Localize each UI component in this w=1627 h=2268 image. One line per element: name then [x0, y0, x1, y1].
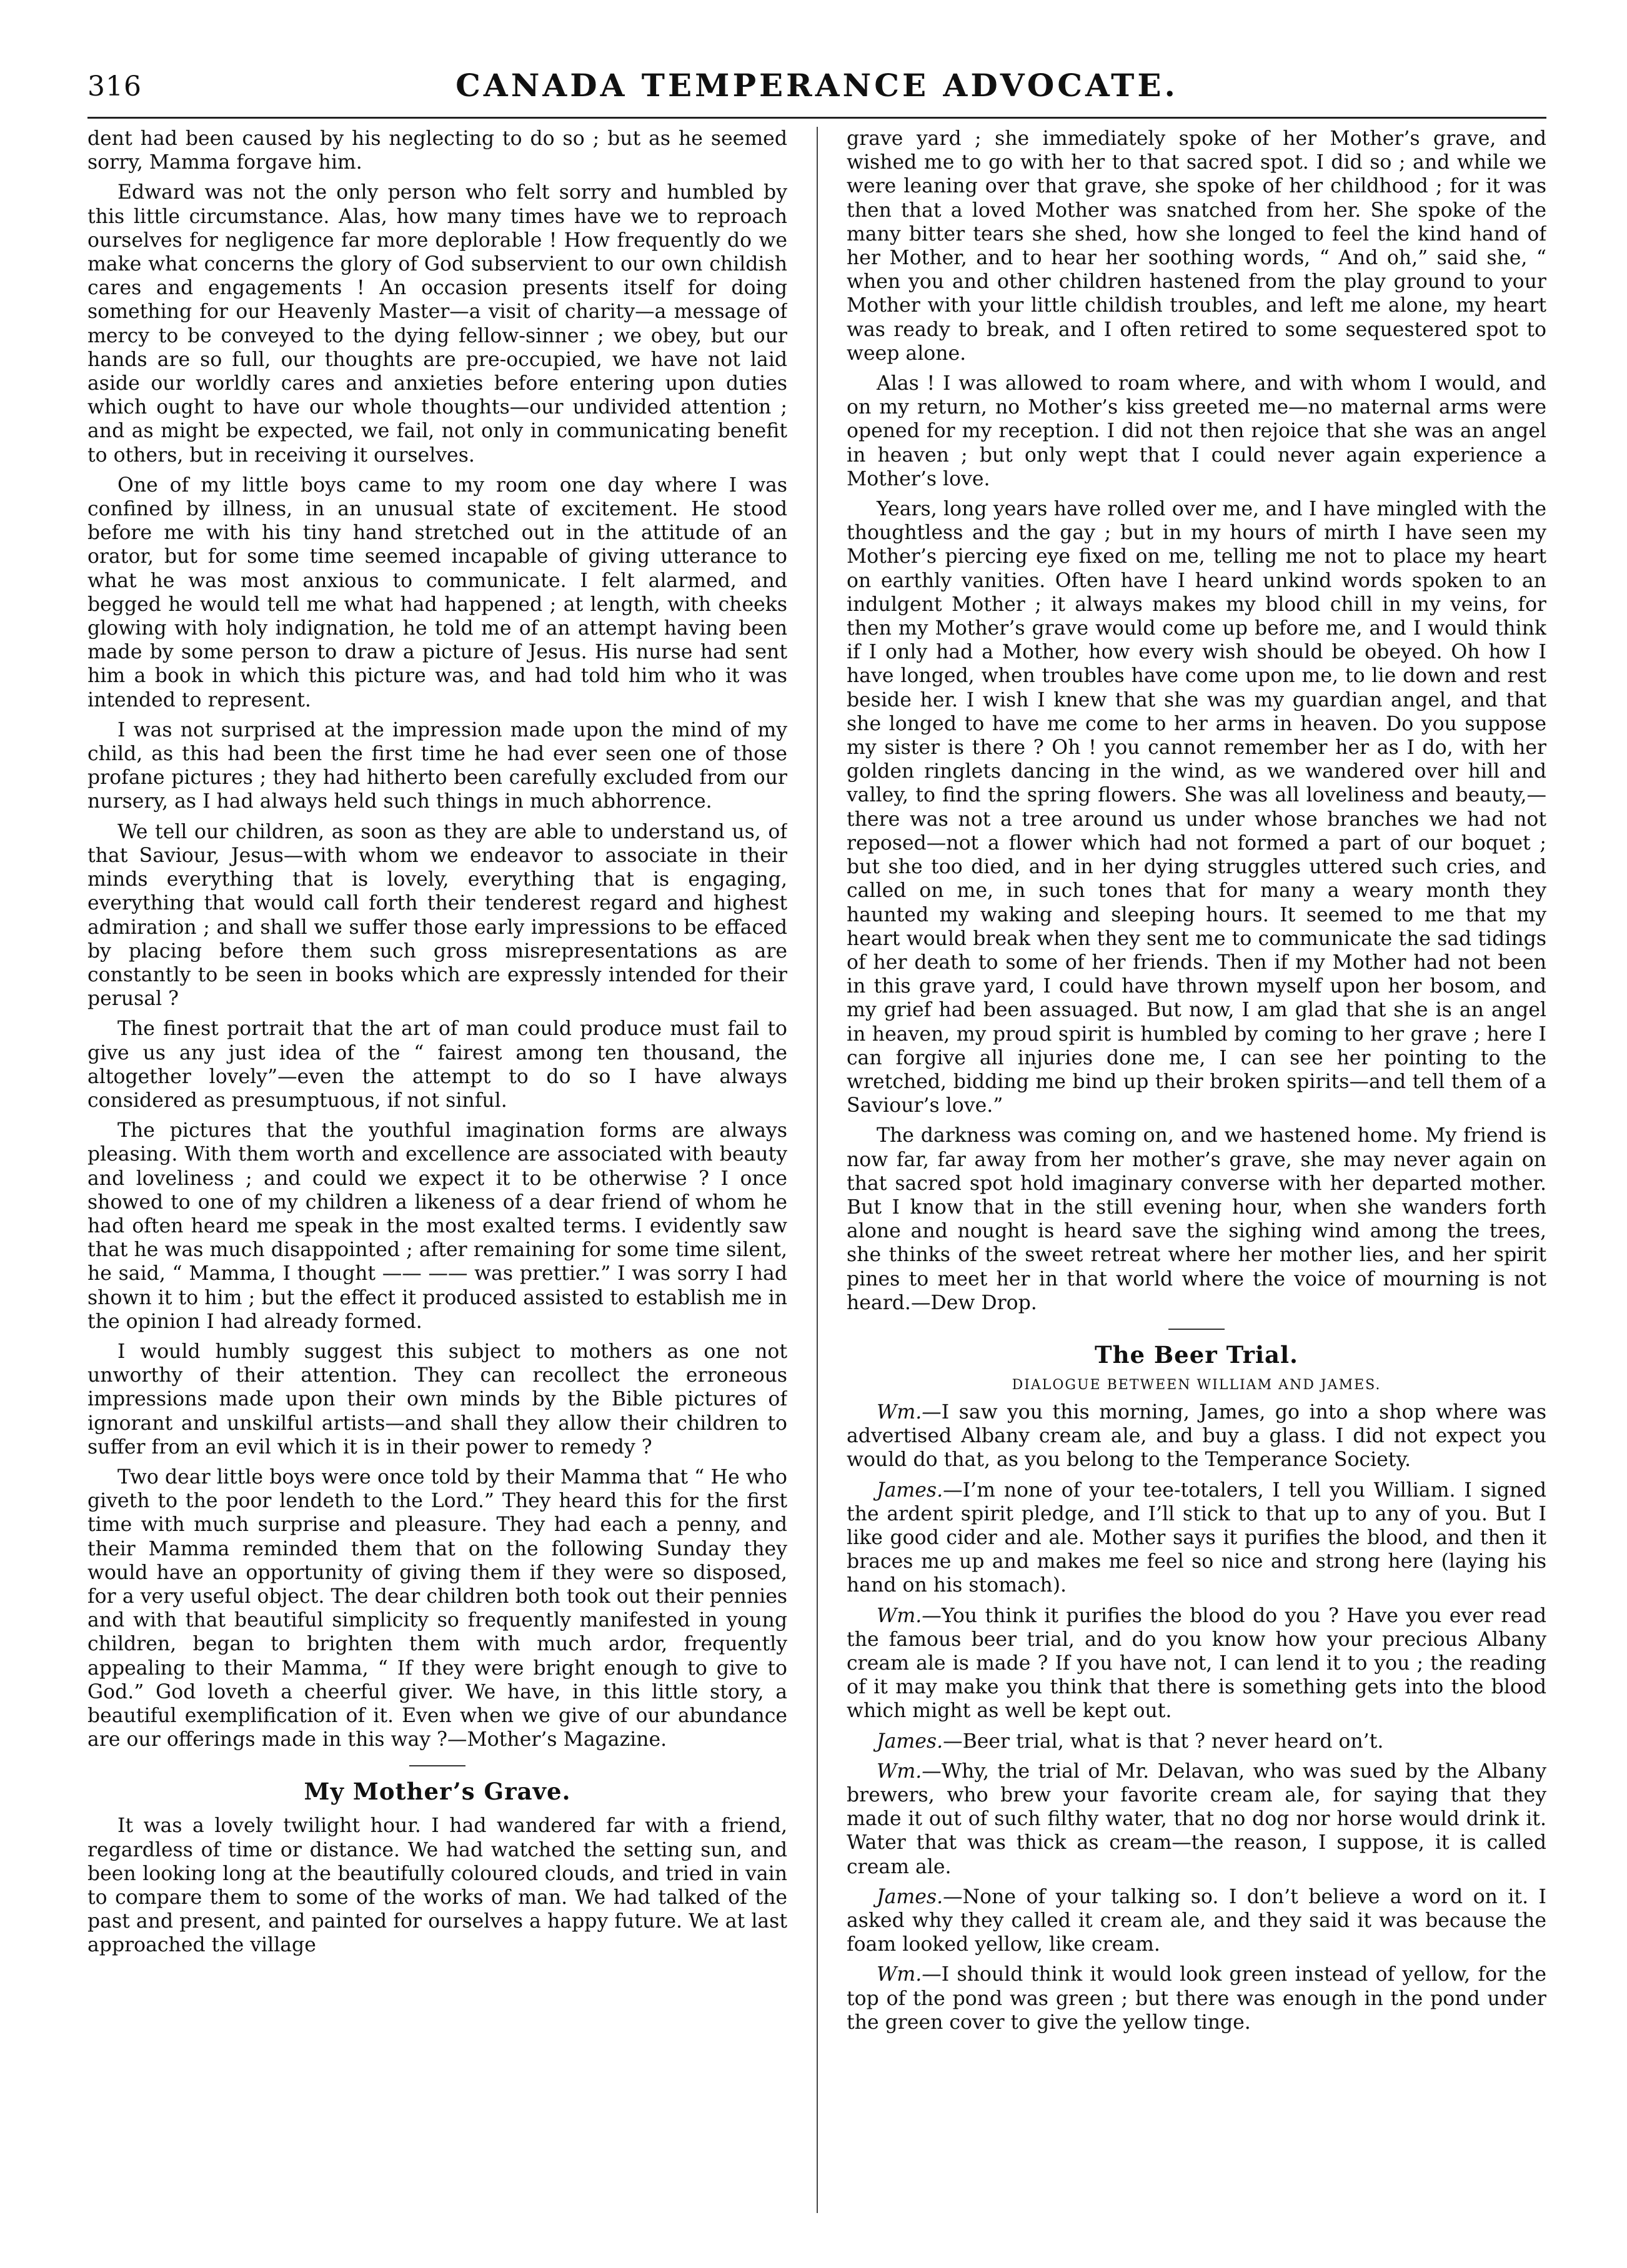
paragraph: grave yard ; she immediately spoke of her Mother’s grave, and wished me to go with her to that sacred spot. I did so ; and while we were leaning over that grave, she spoke of her childhood ; for it was then that a loved Mother was snatched from her. She spoke of the many bitter tears she shed, how she longed to feel the kind hand of her Mother, and to hear her soothing words, “ And oh,” said she, “ when you and other children hastened from the play ground to your Mother with your little childish troubles, and left me alone, my heart was ready to break, and I often retired to some sequestered spot to weep alone.: [847, 127, 1546, 365]
dialogue-text: I should think it would look green instead of yellow, for the top of the pond was green ; but there was enough in the pond under the green cover to give the yellow tinge.: [847, 1963, 1546, 2034]
speaker-label: Wm.—: [877, 1963, 942, 1986]
speaker-label: James.—: [877, 1730, 963, 1753]
dialogue-text: None of your talking so. I don’t believe a word on it. I asked why they called it cream ale, and they said it was because the foam looked yellow, like cream.: [847, 1885, 1546, 1956]
left-column: [87, 127, 787, 2219]
paragraph: Two dear little boys were once told by their Mamma that “ He who giveth to the poor lendeth to the Lord.” They heard this for the first time with much surprise and pleasure. They had each a penny, and their Mamma reminded them that on the following Sunday they would have an opportunity of giving them if they were so disposed, for a very useful object. The dear children both took out their pennies and with that beautiful simplicity so frequently manifested in young children, began to brighten them with much ardor, frequently appealing to their Mamma, “ If they were bright enough to give to God.” God loveth a cheerful giver. We have, in this little story, a beautiful exemplification of it. Even when we give of our abundance are our offerings made in this way ?—Mother’s Magazine.: [87, 1465, 787, 1751]
paragraph: Years, long years have rolled over me, and I have mingled with the thoughtless and the gay ; but in my hours of mirth I have seen my Mother’s piercing eye fixed on me, telling me not to place my heart on earthly vanities. Often have I heard unkind words spoken to an indulgent Mother ; it always makes my blood chill in my veins, for then my Mother’s grave would come up before me, and I would think if I only had a Mother, how every wish should be obeyed. Oh how I have longed, when troubles have come upon me, to lie down and rest beside her. I wish I knew that she was my guardian angel, and that she longed to have me come to her arms in heaven. Do you suppose my sister is there ? Oh ! you cannot remember her as I do, with her golden ringlets dancing in the wind, as we wandered over hill and valley, to find the spring flowers. She was all loveliness and beauty,—there was not a tree around us under whose branches we had not reposed—not a flower which had not formed a part of our boquet ; but she too died, and in her dying struggles uttered such cries, and called on me, in such tones that for many a weary month they haunted my waking and sleeping hours. It seemed to me that my heart would break when they sent me to communicate the sad tidings of her death to some of her friends. Then if my Mother had not been in this grave yard, I could have thrown myself upon her bosom, and my grief had been assuaged. But now, I am glad that she is an angel in heaven, my proud spirit is humbled by coming to her grave ; here I can forgive all injuries done me, I can see her pointing to the wretched, bidding me bind up their broken spirits—and tell them of a Saviour’s love.”: [847, 498, 1546, 1117]
dialogue-text: Why, the trial of Mr. Delavan, who was sued by the Albany brewers, who brew your favorite cream ale, for saying that they made it out of such filthy water, that no dog nor horse would drink it. Water that was thick as cream—the reason, I suppose, it is called cream ale.: [847, 1760, 1546, 1878]
article-subtitle: DIALOGUE BETWEEN WILLIAM AND JAMES.: [1012, 1377, 1381, 1393]
paragraph: Edward was not the only person who felt sorry and humbled by this little circumstance. Alas, how many times have we to reproach ourselves for negligence far more deplorable ! How frequently do we make what concerns the glory of God subservient to our own childish cares and engagements ! An occasion presents itself for doing something for our Heavenly Master—a visit of charity—a message of mercy to be conveyed to the dying fellow-sinner ; we obey, but our hands are so full, our thoughts are pre-occupied, we have not laid aside our worldly cares and anxieties before entering upon duties which ought to have our whole thoughts—our undivided attention ; and as might be expected, we fail, not only in communicating benefit to others, but in receiving it ourselves.: [87, 181, 787, 467]
paragraph: The darkness was coming on, and we hastened home. My friend is now far, far away from her mother’s grave, she may never again on that sacred spot hold imaginary converse with her departed mother. But I know that in the still evening hour, when she wanders forth alone and nought is heard save the sighing wind among the trees, she thinks of the sweet retreat where her mother lies, and her spirit pines to meet her in that world where the voice of mourning is not heard.—Dew Drop.: [847, 1124, 1546, 1314]
column-divider: [817, 127, 818, 2213]
article-title-beer-trial: The Beer Trial.: [1095, 1340, 1298, 1369]
dialogue-text: You think it purifies the blood do you ? Have you ever read the famous beer trial, and do you know how your precious Albany cream ale is made ? If you have not, I can lend it to you ; the reading of it may make you think that there is something gets into the blood which might as well be kept out.: [847, 1604, 1546, 1723]
paragraph: It was a lovely twilight hour. I had wandered far with a friend, regardless of time or distance. We had watched the setting sun, and been looking long at the beautifully coloured clouds, and tried in vain to compare them to some of the works of man. We had talked of the past and present, and painted for ourselves a happy future. We at last approached the village: [87, 1815, 787, 1957]
paragraph: One of my little boys came to my room one day where I was confined by illness, in an unusual state of excitement. He stood before me with his tiny hand stretched out in the attitude of an orator, but for some time seemed incapable of giving utterance to what he was most anxious to communicate. I felt alarmed, and begged he would tell me what had happened ; at length, with cheeks glowing with holy indignation, he told me of an attempt having been made by some person to draw a picture of Jesus. His nurse had sent him a book in which this picture was, and had told him who it was intended to represent.: [87, 473, 787, 711]
speaker-label: James.—: [877, 1478, 963, 1502]
dialogue-line: [847, 1760, 1546, 1879]
newspaper-page: [87, 59, 1546, 2227]
dialogue-text: I’m none of your tee-totalers, I tell you William. I signed the ardent spirit pledge, and I’ll stick to that up to any of you. But I like good cider and ale. Mother says it purifies the blood, and then it braces me up and makes me feel so nice and strong here (laying his hand on his stomach).: [847, 1478, 1546, 1597]
speaker-label: Wm.—: [877, 1400, 942, 1424]
dialogue-line: [847, 1400, 1546, 1472]
paragraph: We tell our children, as soon as they are able to understand us, of that Saviour, Jesus—with whom we endeavor to associate in their minds everything that is lovely, everything that is engaging, everything that would call forth their tenderest regard and highest admiration ; and shall we suffer those early impressions to be effaced by placing before them such gross misrepresentations as are constantly to be seen in books which are expressly intended for their perusal ?: [87, 820, 787, 1011]
page-number: 316: [87, 71, 142, 102]
dialogue-line: [847, 1885, 1546, 1957]
speaker-label: Wm.—: [877, 1604, 942, 1627]
section-rule: [409, 1765, 465, 1766]
paragraph: I would humbly suggest this subject to mothers as one not unworthy of their attention. They can recollect the erroneous impressions made upon their own minds by the Bible pictures of ignorant and unskilful artists—and shall they allow their children to suffer from an evil which it is in their power to remedy ?: [87, 1340, 787, 1458]
section-rule: [1168, 1329, 1225, 1330]
speaker-label: James.—: [877, 1885, 963, 1908]
paragraph: The pictures that the youthful imagination forms are always pleasing. With them worth and excellence are associated with beauty and loveliness ; and could we expect it to be otherwise ? I once showed to one of my children a likeness of a dear friend of whom he had often heard me speak in the most exalted terms. I evidently saw that he was much disappointed ; after remaining for some time silent, he said, “ Mamma, I thought —— —— was prettier.” I was sorry I had shown it to him ; but the effect it produced assisted to establish me in the opinion I had already formed.: [87, 1119, 787, 1333]
speaker-label: Wm.—: [877, 1760, 942, 1783]
dialogue-line: [847, 1730, 1546, 1753]
dialogue-line: [847, 1604, 1546, 1723]
dialogue-text: I saw you this morning, James, go into a shop where was advertised Albany cream ale, and buy a glass. I did not expect you would do that, as you belong to the Temperance Society.: [847, 1400, 1546, 1472]
dialogue-line: [847, 1963, 1546, 2034]
paragraph: The finest portrait that the art of man could produce must fail to give us any just idea of the “ fairest among ten thousand, the altogether lovely”—even the attempt to do so I have always considered as presumptuous, if not sinful.: [87, 1018, 787, 1112]
running-title: CANADA TEMPERANCE ADVOCATE.: [455, 67, 1178, 104]
article-title-mothers-grave: My Mother’s Grave.: [304, 1778, 571, 1806]
header-rule: [87, 117, 1546, 119]
paragraph: Alas ! I was allowed to roam where, and with whom I would, and on my return, no Mother’s kiss greeted me—no maternal arms were opened for my reception. I did not then rejoice that she was an angel in heaven ; but only wept that I could never again experience a Mother’s love.: [847, 372, 1546, 490]
page-header: [87, 59, 1546, 116]
paragraph: dent had been caused by his neglecting to do so ; but as he seemed sorry, Mamma forgave him.: [87, 127, 787, 174]
right-column: [847, 127, 1546, 2219]
dialogue-line: [847, 1478, 1546, 1598]
paragraph: I was not surprised at the impression made upon the mind of my child, as this had been the first time he had ever seen one of those profane pictures ; they had hitherto been carefully excluded from our nursery, as I had always held such things in much abhorrence.: [87, 718, 787, 813]
dialogue-text: Beer trial, what is that ? never heard on’t.: [962, 1730, 1384, 1753]
